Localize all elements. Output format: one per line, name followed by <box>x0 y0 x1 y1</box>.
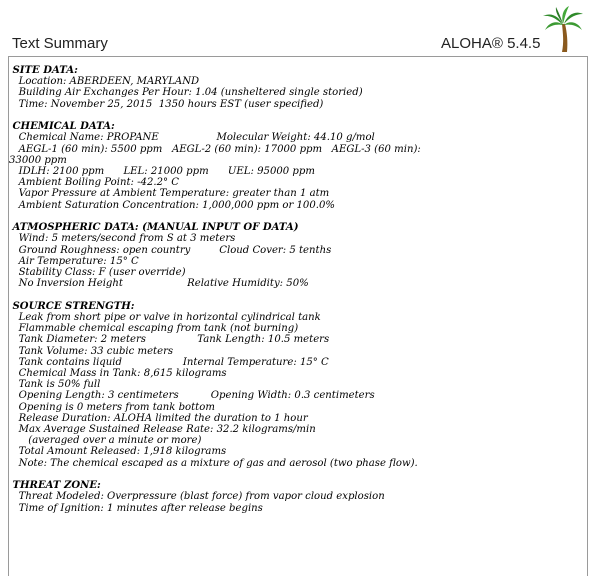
section-heading: THREAT ZONE: <box>9 480 101 492</box>
report-line: Opening is 0 meters from tank bottom <box>9 401 215 413</box>
palm-tree-icon <box>541 4 585 52</box>
report-line: Threat Modeled: Overpressure (blast force) from vapor cloud explosion <box>9 491 385 503</box>
report-line: AEGL-1 (60 min): 5500 ppm AEGL-2 (60 min): 17000 ppm AEGL-3 (60 min): <box>9 143 421 155</box>
report-line: Wind: 5 meters/second from S at 3 meters <box>9 233 236 245</box>
report-text <box>9 65 587 514</box>
report-line: (averaged over a minute or more) <box>9 435 202 447</box>
section-heading: SITE DATA: <box>9 65 78 76</box>
report-line: Time of Ignition: 1 minutes after release begins <box>9 502 263 514</box>
section-heading: SOURCE STRENGTH: <box>9 300 135 312</box>
window-title: Text Summary <box>12 35 108 52</box>
report-line: Tank is 50% full <box>9 379 101 391</box>
report-line: Ground Roughness: open country Cloud Cover: 5 tenths <box>9 244 332 256</box>
report-line: Building Air Exchanges Per Hour: 1.04 (unsheltered single storied) <box>9 87 363 99</box>
report-panel <box>8 56 588 576</box>
atmospheric-data-section <box>9 222 587 289</box>
site-data-section <box>9 65 587 110</box>
threat-zone-section <box>9 480 587 514</box>
report-line: Total Amount Released: 1,918 kilograms <box>9 446 227 458</box>
report-line: Release Duration: ALOHA limited the duration to 1 hour <box>9 412 308 424</box>
source-strength-section <box>9 301 587 469</box>
report-line: IDLH: 2100 ppm LEL: 21000 ppm UEL: 95000 ppm <box>9 166 315 177</box>
report-line: Opening Length: 3 centimeters Opening Width: 0.3 centimeters <box>9 390 375 402</box>
report-line: Time: November 25, 2015 1350 hours EST (user specified) <box>9 98 324 110</box>
spacer <box>9 289 587 301</box>
report-line: Chemical Mass in Tank: 8,615 kilograms <box>9 368 227 379</box>
report-line: 33000 ppm <box>9 154 67 166</box>
section-heading: CHEMICAL DATA: <box>9 121 115 133</box>
report-line: Note: The chemical escaped as a mixture of gas and aerosol (two phase flow). <box>9 457 418 469</box>
report-line: Chemical Name: PROPANE Molecular Weight: 44.10 g/mol <box>9 132 375 144</box>
report-line: Ambient Boiling Point: -42.2° C <box>9 177 179 189</box>
report-line: Tank Diameter: 2 meters Tank Length: 10.5 meters <box>9 334 330 346</box>
report-line: Tank contains liquid Internal Temperature: 15° C <box>9 356 329 368</box>
report-line: Air Temperature: 15° C <box>9 255 139 267</box>
report-line: Tank Volume: 33 cubic meters <box>9 345 174 357</box>
report-line: Flammable chemical escaping from tank (not burning) <box>9 323 299 335</box>
report-line: Leak from short pipe or valve in horizontal cylindrical tank <box>9 312 321 324</box>
report-line: Location: ABERDEEN, MARYLAND <box>9 76 200 88</box>
section-heading: ATMOSPHERIC DATA: (MANUAL INPUT OF DATA) <box>9 222 299 234</box>
report-line: Max Average Sustained Release Rate: 32.2 kilograms/min <box>9 423 316 435</box>
report-line: Vapor Pressure at Ambient Temperature: greater than 1 atm <box>9 188 330 200</box>
chemical-data-section <box>9 121 587 211</box>
report-line: No Inversion Height Relative Humidity: 50% <box>9 278 309 290</box>
spacer <box>9 469 587 481</box>
spacer <box>9 211 587 223</box>
spacer <box>9 110 587 122</box>
window-header <box>0 0 599 56</box>
app-name: ALOHA® 5.4.5 <box>441 35 541 52</box>
report-line: Ambient Saturation Concentration: 1,000,000 ppm or 100.0% <box>9 199 335 211</box>
report-line: Stability Class: F (user override) <box>9 267 186 278</box>
